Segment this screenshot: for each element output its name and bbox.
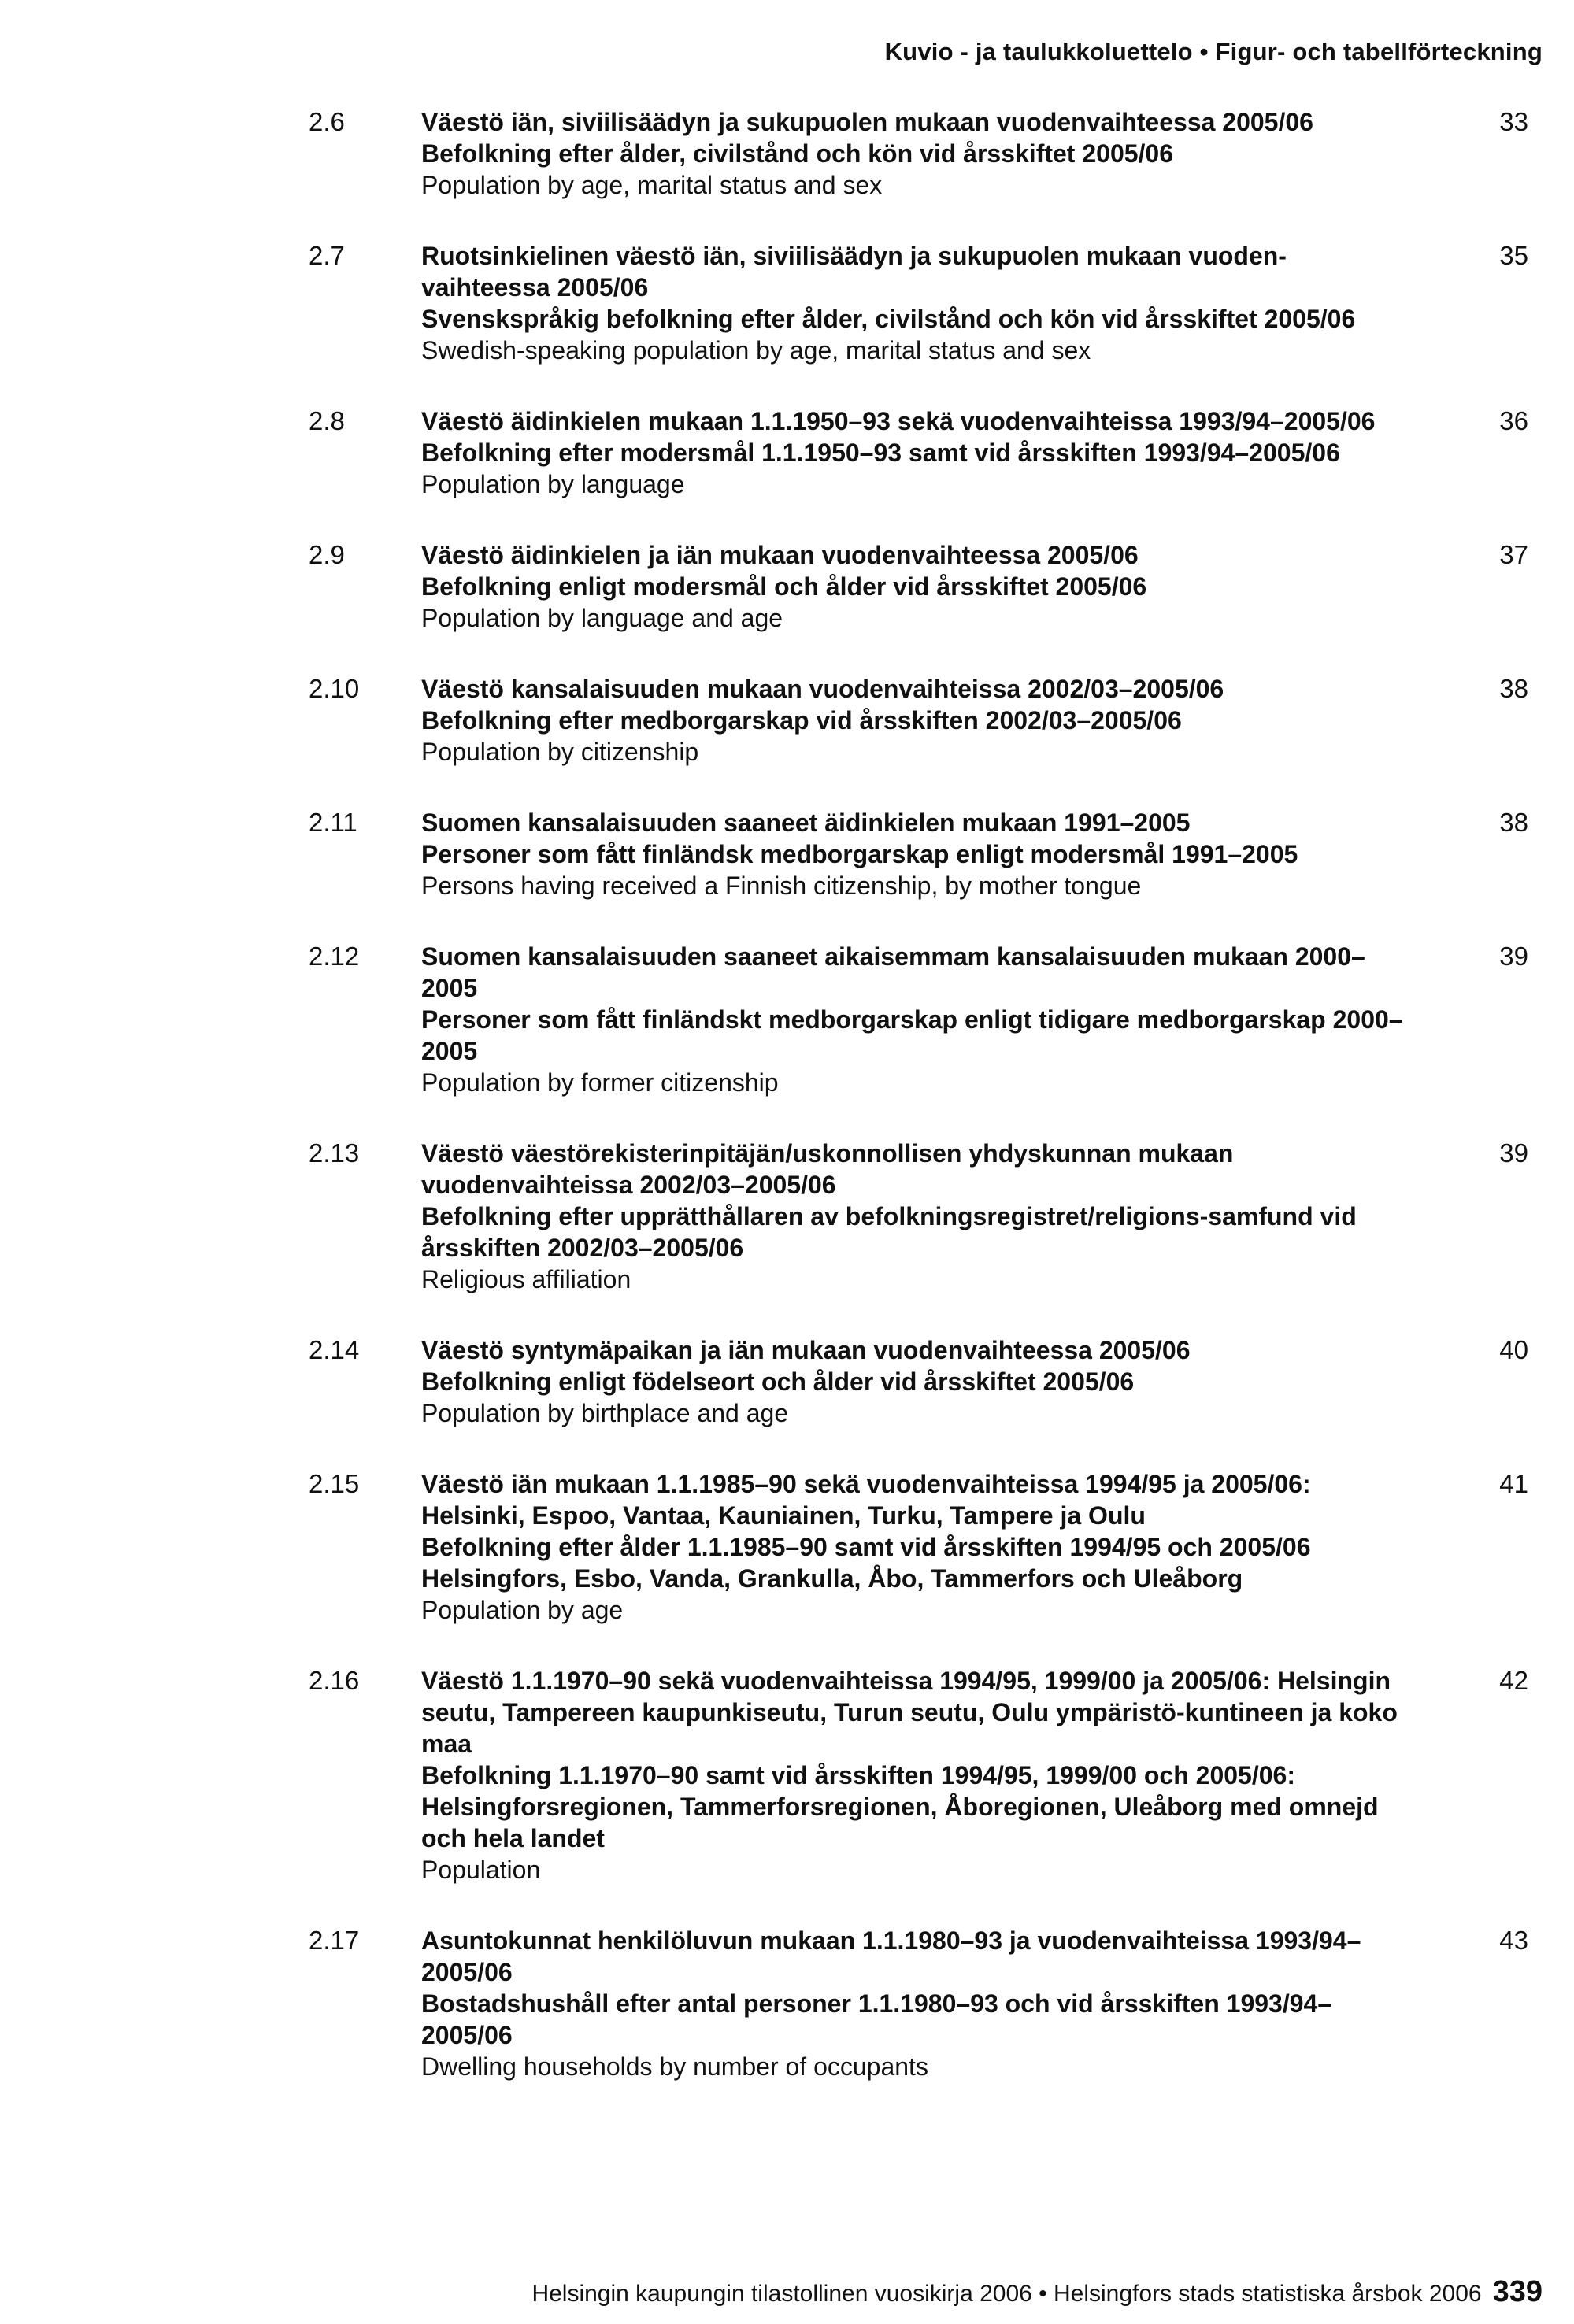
entry-page-number: 37 xyxy=(1499,540,1528,569)
entry-title-finnish: Ruotsinkielinen väestö iän, siviilisäädyn ja sukupuolen mukaan vuoden-vaihteessa 2005/06 xyxy=(421,242,1287,302)
entry-title-swedish: Befolkning enligt födelseort och ålder vid årsskiftet 2005/06 xyxy=(421,1367,1135,1396)
toc-entry xyxy=(0,1138,1574,1295)
entry-title-english: Population by birthplace and age xyxy=(421,1399,789,1427)
entry-title-english: Dwelling households by number of occupants xyxy=(421,2052,928,2081)
entry-title-finnish: Väestö äidinkielen mukaan 1.1.1950–93 sekä vuodenvaihteissa 1993/94–2005/06 xyxy=(421,407,1376,435)
entry-title-english: Population xyxy=(421,1856,541,1884)
page-footer xyxy=(531,2275,1543,2309)
entry-page-number: 38 xyxy=(1499,674,1528,703)
entry-title-swedish: Befolkning efter ålder, civilstånd och kön vid årsskiftet 2005/06 xyxy=(421,139,1174,168)
entry-title-english: Population by age, marital status and sex xyxy=(421,171,883,199)
entry-number: 2.6 xyxy=(309,107,345,136)
entry-title-english: Swedish-speaking population by age, marital status and sex xyxy=(421,336,1091,365)
entry-number: 2.9 xyxy=(309,540,345,569)
toc-entry xyxy=(0,941,1574,1098)
toc-entry xyxy=(0,240,1574,366)
entry-title-swedish: Befolkning efter modersmål 1.1.1950–93 samt vid årsskiften 1993/94–2005/06 xyxy=(421,439,1340,467)
entry-title-swedish: Personer som fått finländsk medborgarskap enligt modersmål 1991–2005 xyxy=(421,840,1298,868)
entry-number: 2.14 xyxy=(309,1335,360,1364)
entry-title-finnish: Väestö kansalaisuuden mukaan vuodenvaihteissa 2002/03–2005/06 xyxy=(421,675,1224,703)
entry-title-english: Religious affiliation xyxy=(421,1265,631,1293)
entry-number: 2.8 xyxy=(309,406,345,435)
toc-entry xyxy=(0,1925,1574,2082)
entry-title-swedish: Befolkning efter medborgarskap vid årsskiften 2002/03–2005/06 xyxy=(421,706,1182,735)
entry-title-english: Population by age xyxy=(421,1596,624,1624)
entry-title-finnish: Väestö iän mukaan 1.1.1985–90 sekä vuodenvaihteissa 1994/95 ja 2005/06: Helsinki, Espoo, Vantaa, Kauniainen, Turku, Tampere ja Oulu xyxy=(421,1470,1311,1530)
entry-number: 2.15 xyxy=(309,1469,360,1498)
entry-title-finnish: Suomen kansalaisuuden saaneet äidinkielen mukaan 1991–2005 xyxy=(421,809,1191,837)
entry-number: 2.12 xyxy=(309,942,360,971)
entry-title-english: Population by language and age xyxy=(421,604,783,632)
entry-title-swedish: Personer som fått finländskt medborgarskap enligt tidigare medborgarskap 2000–2005 xyxy=(421,1005,1403,1065)
entry-title-finnish: Väestö väestörekisterinpitäjän/uskonnollisen yhdyskunnan mukaan vuodenvaihteissa 2002/03–2005/06 xyxy=(421,1139,1234,1199)
entry-title-finnish: Asuntokunnat henkilöluvun mukaan 1.1.1980–93 ja vuodenvaihteissa 1993/94–2005/06 xyxy=(421,1926,1361,1986)
entry-page-number: 41 xyxy=(1499,1469,1528,1498)
toc-entry xyxy=(0,1468,1574,1626)
entry-page-number: 38 xyxy=(1499,808,1528,837)
entry-title-swedish: Svenskspråkig befolkning efter ålder, civilstånd och kön vid årsskiftet 2005/06 xyxy=(421,305,1356,333)
toc-entry xyxy=(0,1334,1574,1429)
entry-title-english: Persons having received a Finnish citizenship, by mother tongue xyxy=(421,872,1142,900)
entry-title-swedish: Befolkning efter ålder 1.1.1985–90 samt vid årsskiften 1994/95 och 2005/06 Helsingfors, Esbo, Vanda, Grankulla, Åbo, Tammerfors och Uleåborg xyxy=(421,1533,1311,1593)
entry-title-swedish: Bostadshushåll efter antal personer 1.1.1980–93 och vid årsskiften 1993/94–2005/06 xyxy=(421,1989,1332,2049)
entry-title-english: Population by former citizenship xyxy=(421,1068,779,1097)
entry-title-finnish: Väestö 1.1.1970–90 sekä vuodenvaihteissa 1994/95, 1999/00 ja 2005/06: Helsingin seutu, Tampereen kaupunkiseutu, Turun seutu, Oulu ympäristö-kuntineen ja koko maa xyxy=(421,1667,1398,1758)
entry-number: 2.17 xyxy=(309,1926,360,1955)
entry-title-finnish: Väestö iän, siviilisäädyn ja sukupuolen mukaan vuodenvaihteessa 2005/06 xyxy=(421,108,1313,136)
footer-publication-title: Helsingin kaupungin tilastollinen vuosikirja 2006 • Helsingfors stads statistiska årsbok 2006 xyxy=(531,2281,1482,2307)
toc-entry xyxy=(0,405,1574,500)
entry-number: 2.16 xyxy=(309,1666,360,1695)
entry-page-number: 43 xyxy=(1499,1926,1528,1955)
entry-title-swedish: Befolkning 1.1.1970–90 samt vid årsskiften 1994/95, 1999/00 och 2005/06: Helsingforsregionen, Tammerforsregionen, Åboregionen, Uleåborg med omnejd och hela landet xyxy=(421,1761,1379,1852)
entry-title-swedish: Befolkning enligt modersmål och ålder vid årsskiftet 2005/06 xyxy=(421,572,1147,601)
toc-entry xyxy=(0,673,1574,768)
entry-number: 2.10 xyxy=(309,674,360,703)
running-header: Kuvio - ja taulukkoluettelo • Figur- och tabellförteckning xyxy=(884,38,1543,65)
entry-page-number: 39 xyxy=(1499,1138,1528,1168)
entry-page-number: 36 xyxy=(1499,406,1528,435)
entry-page-number: 35 xyxy=(1499,241,1528,270)
entry-number: 2.7 xyxy=(309,241,345,270)
entry-title-finnish: Väestö äidinkielen ja iän mukaan vuodenvaihteessa 2005/06 xyxy=(421,541,1139,569)
entry-title-english: Population by language xyxy=(421,470,685,498)
toc-entry xyxy=(0,106,1574,201)
entry-page-number: 40 xyxy=(1499,1335,1528,1364)
entry-number: 2.11 xyxy=(309,808,357,837)
entry-title-finnish: Väestö syntymäpaikan ja iän mukaan vuodenvaihteessa 2005/06 xyxy=(421,1336,1191,1364)
toc-entry xyxy=(0,539,1574,634)
entry-title-swedish: Befolkning efter upprätthållaren av befolkningsregistret/religions-samfund vid årsskiften 2002/03–2005/06 xyxy=(421,1202,1357,1262)
toc-entry xyxy=(0,807,1574,901)
entry-page-number: 33 xyxy=(1499,107,1528,136)
entry-title-english: Population by citizenship xyxy=(421,738,699,766)
footer-page-number: 339 xyxy=(1492,2275,1543,2308)
toc-entry xyxy=(0,1665,1574,1885)
entry-page-number: 42 xyxy=(1499,1666,1528,1695)
entry-number: 2.13 xyxy=(309,1138,360,1168)
entry-title-finnish: Suomen kansalaisuuden saaneet aikaisemmam kansalaisuuden mukaan 2000–2005 xyxy=(421,942,1365,1002)
entry-page-number: 39 xyxy=(1499,942,1528,971)
table-of-contents xyxy=(0,106,1574,2122)
